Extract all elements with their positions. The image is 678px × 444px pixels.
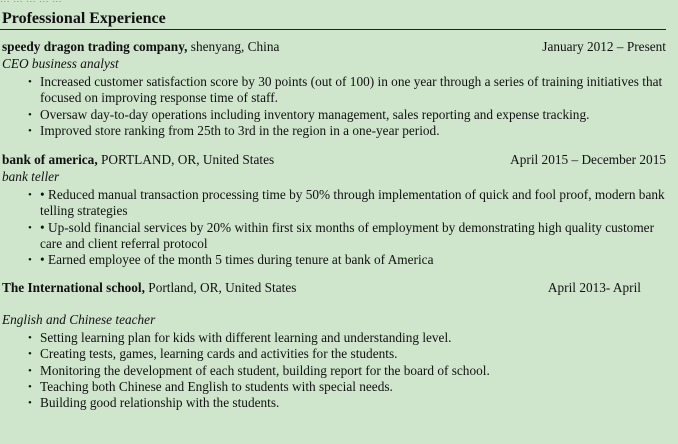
job-bullet: • • Reduced manual transaction processing time by 50% through implementation of quick and fool proof, modern bank telling strategies [28,187,666,220]
job-role: CEO business analyst [2,56,119,71]
company-name: The International school, [2,280,145,295]
job-dates: April 2013- April [547,280,641,295]
company-location: shenyang, China [187,39,280,54]
job-bullet-list [2,74,666,139]
company-name: speedy dragon trading company, [2,39,188,54]
spacer [2,296,666,311]
job-bullet: • Creating tests, games, learning cards and activities for the students. [28,346,666,362]
job-role: English and Chinese teacher [2,312,156,327]
job-bullet: • Increased customer satisfaction score by 30 points (out of 100) in one year through a series of training initiatives that focused on improving response time of staff. [28,74,666,107]
job-bullet: • • Earned employee of the month 5 times during tenure at bank of America [28,252,666,268]
job-bullet: • Oversaw day-to-day operations including inventory management, sales reporting and expense tracking. [28,107,666,123]
job-entry-speedy-dragon [2,38,666,139]
job-bullet-list [2,330,666,411]
job-dates: April 2015 – December 2015 [510,152,666,167]
clipped-previous-text [0,0,678,2]
job-dates: January 2012 – Present [542,39,666,54]
job-header [2,38,666,55]
job-bullet: • Teaching both Chinese and English to students with special needs. [28,379,666,395]
job-bullet: • Monitoring the development of each student, building report for the board of school. [28,363,666,379]
job-company-line [2,38,279,55]
company-location: PORTLAND, OR, United States [97,152,275,167]
job-company-line [2,279,296,296]
section-divider [0,29,666,30]
job-header [2,151,666,168]
company-location: Portland, OR, United States [144,280,297,295]
job-company-line [2,151,274,168]
job-bullet: • Setting learning plan for kids with different learning and understanding level. [28,330,666,346]
section-title: Professional Experience [2,10,166,27]
job-bullet-list [2,187,666,268]
job-entry-international-school [2,279,666,411]
company-name: bank of america, [2,152,98,167]
job-entry-bank-of-america [2,151,666,268]
job-bullet: • • Up-sold financial services by 20% within first six months of employment by demonstrating high quality customer care and client referral protocol [28,220,666,253]
job-bullet: • Improved store ranking from 25th to 3rd in the region in a one-year period. [28,123,666,139]
job-header [2,279,666,296]
job-role: bank teller [2,169,60,184]
job-bullet: • Building good relationship with the students. [28,395,666,411]
